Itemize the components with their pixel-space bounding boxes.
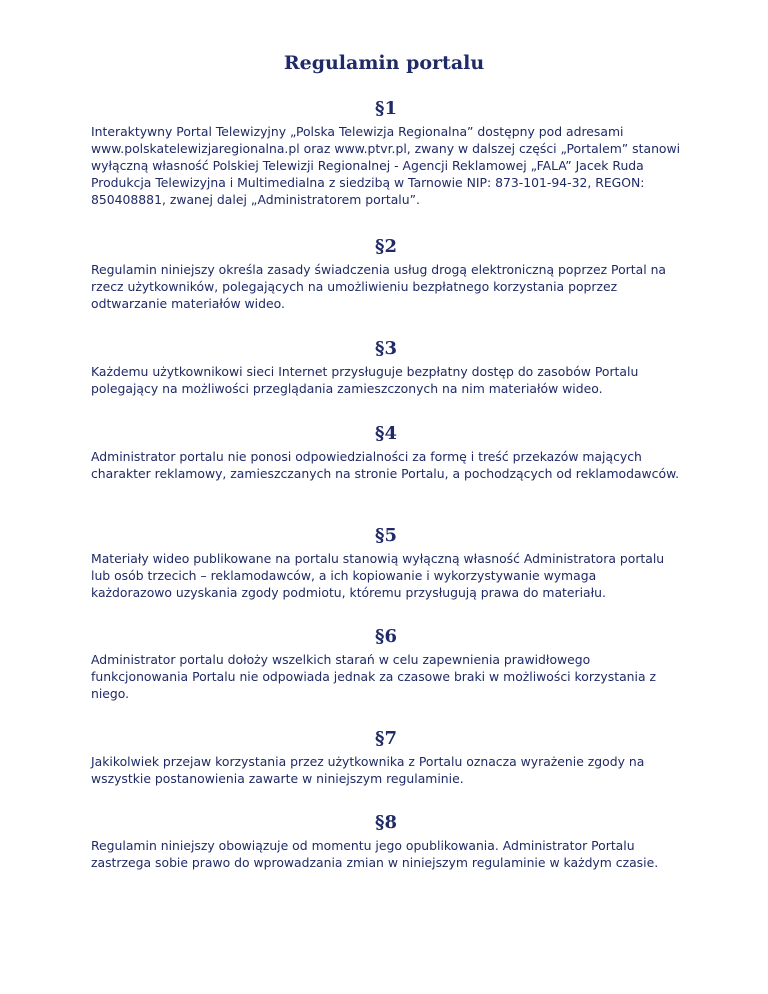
section-heading: §4 xyxy=(375,423,397,444)
section-text: Interaktywny Portal Telewizyjny „Polska Telewizja Regionalna” dostępny pod adresami www.polskatelewizjaregionalna.pl oraz www.ptvr.pl, zwany w dalszej części „Portalem” stanowi wyłączną własność Polskiej Telewizji Regionalnej - Agencji Reklamowej „FALA” Jacek Ruda Produkcja Telewizyjna i Multimedialna z siedzibą w Tarnowie NIP: 873-101-94-32, REGON: 850408881, zwanej dalej „Administratorem portalu”. xyxy=(91,124,681,207)
section-text: Regulamin niniejszy określa zasady świadczenia usług drogą elektroniczną poprzez Portal na rzecz użytkowników, polegających na umożliwieniu bezpłatnego korzystania poprzez odtwarzanie materiałów wideo. xyxy=(91,262,667,311)
section-heading: §6 xyxy=(375,626,397,647)
section-text: Administrator portalu nie ponosi odpowiedzialności za formę i treść przekazów mających charakter reklamowy, zamieszczanych na stronie Portalu, a pochodzących od reklamodawców. xyxy=(91,449,680,481)
section-1 xyxy=(91,99,681,208)
section-text: Administrator portalu dołoży wszelkich starań w celu zapewnienia prawidłowego funkcjonowania Portalu nie odpowiada jednak za czasowe braki w możliwości korzystania z niego. xyxy=(91,652,657,701)
section-text: Regulamin niniejszy obowiązuje od momentu jego opublikowania. Administrator Portalu zastrzega sobie prawo do wprowadzania zmian w niniejszym regulaminie w każdym czasie. xyxy=(91,838,659,870)
section-text: Materiały wideo publikowane na portalu stanowią wyłączną własność Administratora portalu lub osób trzecich – reklamodawców, a ich kopiowanie i wykorzystywanie wymaga każdorazowo uzyskania zgody podmiotu, któremu przysługują prawa do materiału. xyxy=(91,551,665,600)
section-2 xyxy=(91,237,681,312)
section-heading: §1 xyxy=(375,98,397,119)
section-heading: §2 xyxy=(375,236,397,257)
section-heading: §7 xyxy=(375,728,397,749)
section-5 xyxy=(91,526,681,601)
section-4 xyxy=(91,424,681,482)
document-title: Regulamin portalu xyxy=(283,52,485,74)
section-heading: §5 xyxy=(375,525,397,546)
section-8 xyxy=(91,813,681,871)
section-text: Jakikolwiek przejaw korzystania przez użytkownika z Portalu oznacza wyrażenie zgody na wszystkie postanowienia zawarte w niniejszym regulaminie. xyxy=(91,754,645,786)
section-text: Każdemu użytkownikowi sieci Internet przysługuje bezpłatny dostęp do zasobów Portalu polegający na możliwości przeglądania zamieszczonych na nim materiałów wideo. xyxy=(91,364,639,396)
section-7 xyxy=(91,729,681,787)
section-heading: §3 xyxy=(375,338,397,359)
section-3 xyxy=(91,339,681,397)
section-heading: §8 xyxy=(375,812,397,833)
section-6 xyxy=(91,627,681,702)
